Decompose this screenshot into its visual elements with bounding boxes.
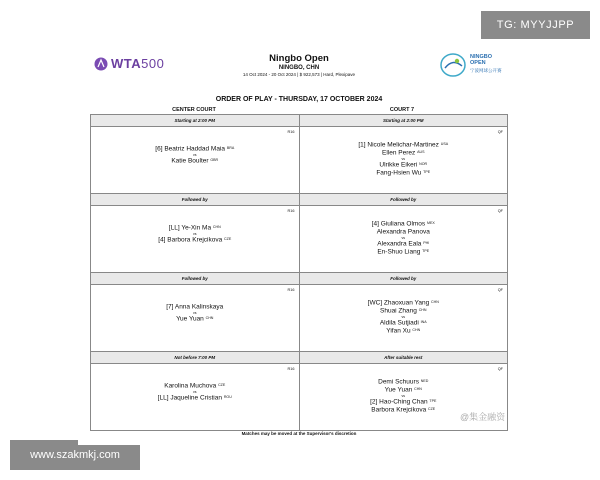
match-players: [300, 220, 508, 256]
player-line: [91, 394, 299, 402]
country-code: INA: [420, 320, 427, 325]
match-players: [91, 303, 299, 323]
round-label: R16: [287, 367, 295, 371]
country-code: PHI: [423, 241, 430, 246]
country-code: CHN: [414, 387, 422, 392]
country-code: BRA: [226, 146, 235, 150]
country-code: CHN: [431, 300, 439, 304]
court-header-left: CENTER COURT: [172, 107, 216, 113]
country-code: CZE: [224, 237, 232, 242]
player-name: Shuai Zhang: [380, 307, 417, 315]
match-players: [300, 378, 508, 414]
tournament-title: Ningbo Open: [269, 53, 329, 64]
order-of-play-sheet: [78, 40, 520, 445]
vs-label: vs: [401, 394, 405, 399]
ningbo-open-logo: NINGBO OPEN 宁波网球公开赛: [440, 52, 508, 80]
player-line: [300, 327, 508, 335]
player-name: Katie Boulter: [171, 157, 209, 165]
player-name: Yifan Xu: [386, 327, 411, 335]
country-code: TPE: [422, 249, 430, 254]
order-of-play-title: ORDER OF PLAY - THURSDAY, 17 OCTOBER 2024: [215, 96, 383, 103]
player-name: Ellen Perez: [382, 149, 416, 157]
player-line: [300, 240, 508, 248]
vs-label: vs: [193, 311, 197, 316]
player-name: Alexandra Eala: [377, 240, 422, 248]
country-code: CHN: [418, 308, 427, 313]
country-code: USA: [440, 142, 449, 146]
schedule-row: [91, 193, 507, 272]
round-label: QF: [497, 288, 503, 292]
match-players: [300, 299, 508, 335]
player-name: Demi Schuurs: [378, 378, 419, 386]
player-name: En-Shuo Liang: [377, 248, 421, 256]
player-line: [300, 307, 508, 315]
player-line: [300, 141, 508, 149]
player-line: [91, 224, 299, 232]
player-name: Fang-Hsien Wu: [376, 169, 422, 177]
vs-label: vs: [193, 153, 197, 158]
player-name: Alexandra Panova: [376, 228, 430, 236]
player-line: [91, 303, 299, 311]
time-band: Followed by: [300, 273, 508, 285]
match-cell-right: [299, 194, 508, 272]
round-label: R16: [287, 209, 295, 213]
footer-note: Matches may be moved at the Supervisor's discretion: [241, 431, 357, 436]
country-code: NOR: [419, 162, 428, 167]
country-code: AUS: [417, 150, 425, 155]
tg-watermark: TG: MYYJJPP: [481, 11, 590, 39]
schedule-grid: [90, 114, 508, 431]
player-name: Karolina Muchova: [164, 382, 217, 390]
match-cell-left: [91, 273, 299, 351]
round-label: QF: [497, 209, 503, 213]
player-line: [300, 248, 508, 256]
time-band: Starting at 2:00 PM: [91, 115, 299, 127]
match-cell-right: [299, 273, 508, 351]
player-line: [300, 161, 508, 169]
vs-label: vs: [193, 232, 197, 237]
player-line: [300, 220, 508, 228]
player-line: [300, 169, 508, 177]
player-name: [LL] Ye-Xin Ma: [168, 224, 212, 232]
time-band: Not before 7:00 PM: [91, 352, 299, 364]
player-name: Ulrikke Eikeri: [379, 161, 418, 169]
player-name: Yue Yuan: [176, 315, 204, 323]
time-band: Followed by: [91, 273, 299, 285]
match-cell-left: [91, 352, 299, 430]
vs-label: vs: [401, 236, 405, 241]
schedule-row: [91, 351, 507, 430]
player-line: [91, 145, 299, 153]
country-code: CZE: [218, 383, 226, 387]
vs-label: vs: [193, 390, 197, 395]
schedule-row: [91, 272, 507, 351]
player-line: [300, 386, 508, 394]
site-watermark: www.szakmkj.com: [10, 440, 140, 470]
country-code: CHN: [212, 225, 221, 229]
player-name: [WC] Zhaoxuan Yang: [367, 299, 430, 307]
country-code: CHN: [412, 328, 421, 333]
time-band: Followed by: [300, 194, 508, 206]
player-line: [300, 378, 508, 386]
player-line: [300, 299, 508, 307]
player-name: Yue Yuan: [384, 386, 413, 394]
vs-label: vs: [401, 315, 405, 320]
country-code: GBR: [210, 158, 219, 163]
country-code: NED: [420, 379, 429, 383]
player-line: [300, 149, 508, 157]
player-name: Barbora Krejcikova: [371, 406, 427, 414]
match-cell-right: [299, 115, 508, 193]
round-label: QF: [497, 130, 503, 134]
player-line: [300, 398, 508, 406]
player-name: Aldila Sutjiadi: [379, 319, 419, 327]
country-code: TPE: [423, 170, 431, 175]
player-line: [91, 382, 299, 390]
country-code: MEX: [426, 221, 435, 225]
round-label: R16: [287, 288, 295, 292]
player-line: [300, 319, 508, 327]
player-line: [91, 315, 299, 323]
player-line: [91, 236, 299, 244]
cn-watermark: @集金融资: [460, 412, 506, 422]
match-players: [91, 145, 299, 165]
vs-label: vs: [401, 157, 405, 162]
match-players: [300, 141, 508, 177]
wta500-logo: WTA500: [94, 56, 164, 71]
player-name: [4] Giuliana Olmos: [371, 220, 426, 228]
player-name: [6] Beatriz Haddad Maia: [155, 145, 226, 153]
round-label: R16: [287, 130, 295, 134]
schedule-row: [91, 115, 507, 193]
round-label: QF: [497, 367, 503, 371]
country-code: ROU: [223, 395, 232, 400]
time-band: After suitable rest: [300, 352, 508, 364]
player-name: [4] Barbora Krejcikova: [158, 236, 223, 244]
time-band: Starting at 2:00 PM: [300, 115, 508, 127]
country-code: CHN: [205, 316, 214, 321]
tournament-meta: 14 Oct 2024 - 20 Oct 2024 | $ 922,573 | Hard, Plexipave: [242, 72, 356, 77]
player-line: [91, 157, 299, 165]
player-name: [2] Hao-Ching Chan: [370, 398, 428, 406]
tournament-location: NINGBO, CHN: [278, 65, 320, 71]
match-cell-left: [91, 194, 299, 272]
court-header-right: COURT 7: [389, 107, 415, 113]
player-name: [1] Nicole Melichar-Martinez: [358, 141, 439, 149]
time-band: Followed by: [91, 194, 299, 206]
player-name: [LL] Jaqueline Cristian: [157, 394, 222, 402]
player-line: [300, 228, 508, 236]
player-name: [7] Anna Kalinskaya: [166, 303, 224, 311]
match-players: [91, 224, 299, 244]
country-code: CZE: [428, 407, 436, 412]
match-players: [91, 382, 299, 402]
match-cell-left: [91, 115, 299, 193]
country-code: TPE: [429, 399, 437, 404]
